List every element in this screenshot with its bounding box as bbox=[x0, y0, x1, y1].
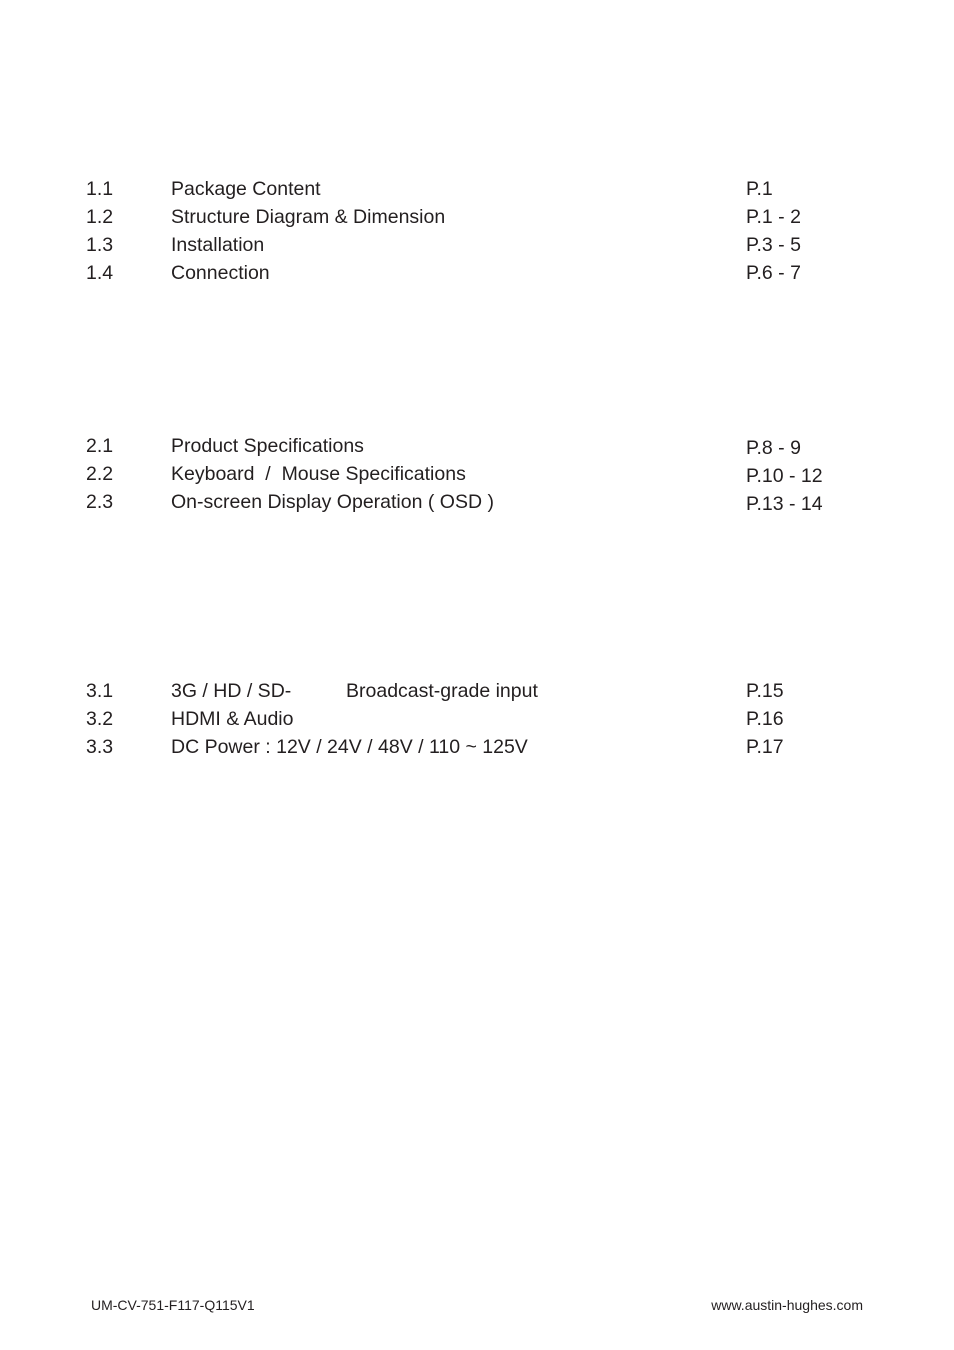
toc-page: P.16 bbox=[746, 708, 784, 730]
toc-title: Product Specifications bbox=[171, 435, 364, 457]
document-code: UM-CV-751-F117-Q115V1 bbox=[91, 1297, 255, 1313]
toc-entry bbox=[0, 259, 954, 287]
toc-number: 3.1 bbox=[86, 680, 114, 702]
toc-page: P.10 - 12 bbox=[746, 465, 823, 487]
toc-entry bbox=[0, 488, 954, 516]
toc-entry bbox=[0, 705, 954, 733]
toc-title: Keyboard / Mouse Specifications bbox=[171, 463, 466, 485]
toc-entry bbox=[0, 460, 954, 488]
toc-page: P.1 bbox=[746, 178, 773, 200]
toc-title: HDMI & Audio bbox=[171, 708, 294, 730]
toc-page: P.1 - 2 bbox=[746, 206, 801, 228]
toc-number: 2.1 bbox=[86, 435, 114, 457]
toc-entry bbox=[0, 231, 954, 259]
toc-title: Structure Diagram & Dimension bbox=[171, 206, 446, 228]
toc-title: Connection bbox=[171, 262, 270, 284]
toc-entry bbox=[0, 175, 954, 203]
toc-page: P.6 - 7 bbox=[746, 262, 801, 284]
toc-title: Installation bbox=[171, 234, 265, 256]
toc-title: Package Content bbox=[171, 178, 321, 200]
toc-title: DC Power : 12V / 24V / 48V / 110 ~ 125V bbox=[171, 736, 528, 758]
toc-number: 2.2 bbox=[86, 463, 114, 485]
toc-number: 2.3 bbox=[86, 491, 114, 513]
toc-entry bbox=[0, 677, 954, 705]
website-url: www.austin-hughes.com bbox=[711, 1297, 863, 1313]
toc-page: P.13 - 14 bbox=[746, 493, 823, 515]
toc-page: P.8 - 9 bbox=[746, 437, 801, 459]
toc-number: 3.3 bbox=[86, 736, 114, 758]
toc-title: 3G / HD / SD- bbox=[171, 680, 292, 702]
toc-number: 1.3 bbox=[86, 234, 114, 256]
toc-entry bbox=[0, 432, 954, 460]
toc-number: 1.1 bbox=[86, 178, 114, 200]
toc-entry bbox=[0, 733, 954, 761]
toc-title: On-screen Display Operation ( OSD ) bbox=[171, 491, 494, 513]
toc-number: 1.2 bbox=[86, 206, 114, 228]
toc-page: P.15 bbox=[746, 680, 784, 702]
toc-page: P.17 bbox=[746, 736, 784, 758]
toc-number: 3.2 bbox=[86, 708, 114, 730]
toc-title-extra: Broadcast-grade input bbox=[346, 680, 538, 702]
toc-page: P.3 - 5 bbox=[746, 234, 801, 256]
toc-entry bbox=[0, 203, 954, 231]
toc-number: 1.4 bbox=[86, 262, 114, 284]
